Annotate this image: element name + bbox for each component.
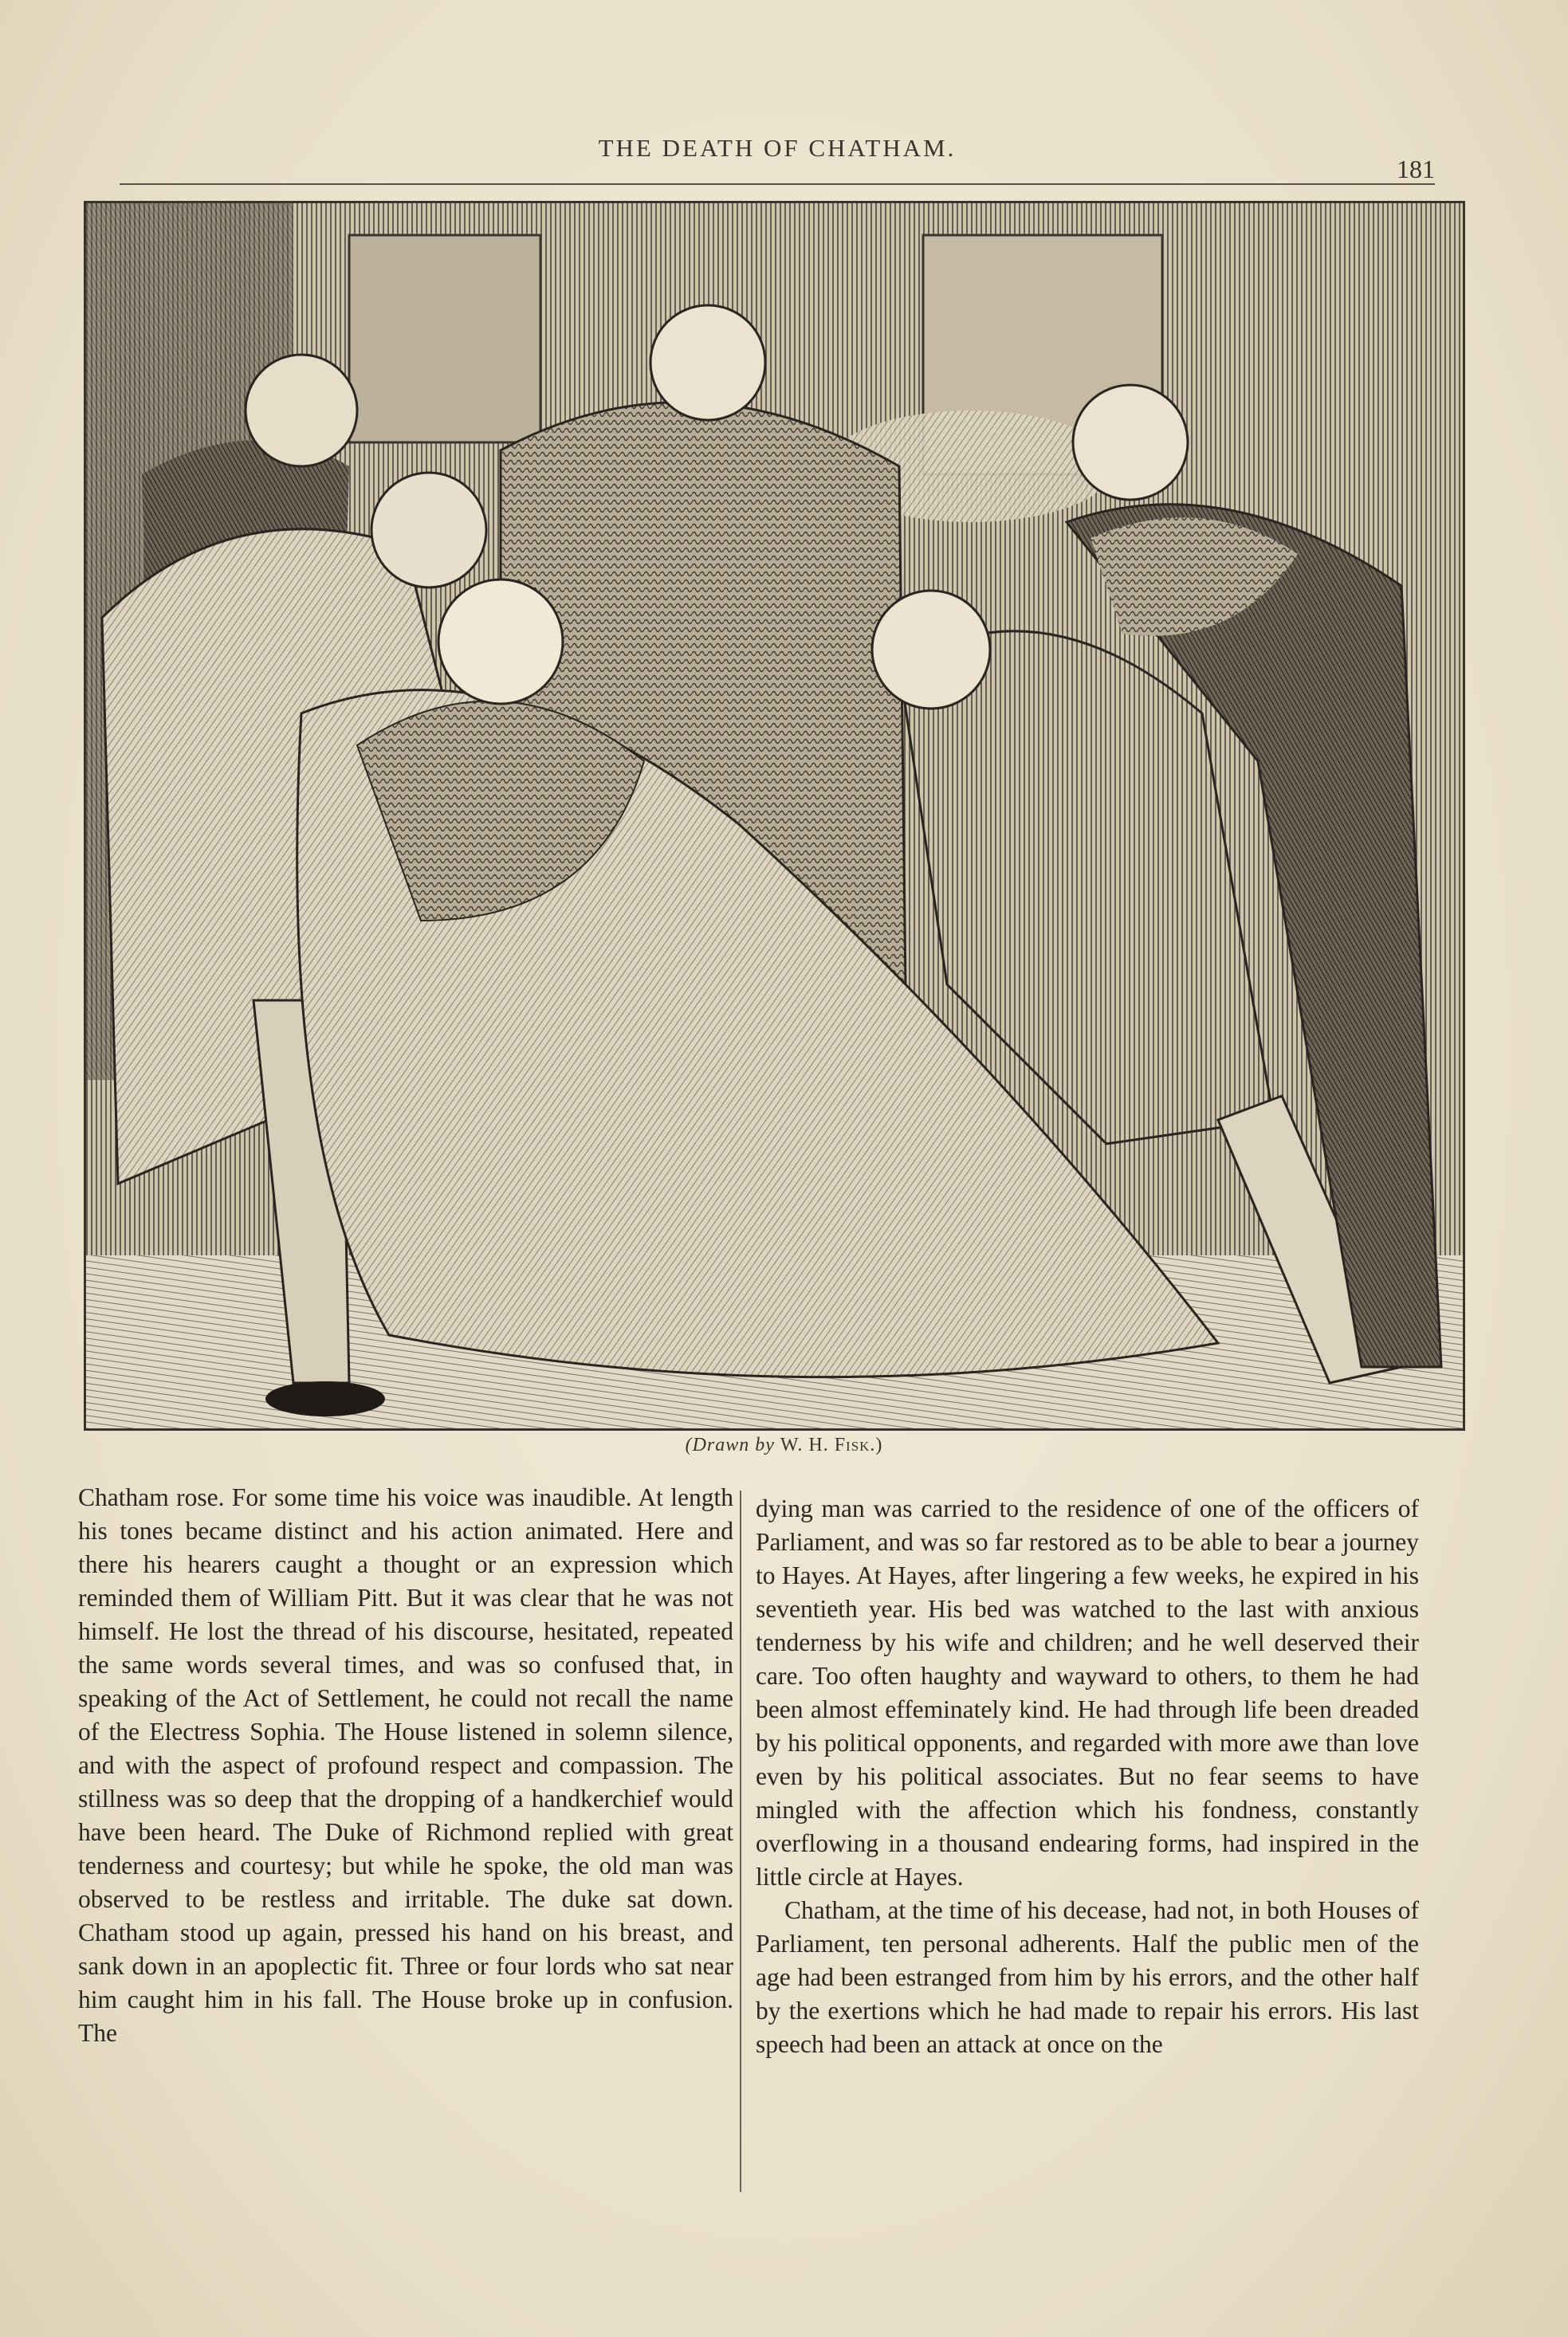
text-column-right — [756, 1492, 1419, 2061]
paragraph-left: Chatham rose. For some time his voice was inaudible. At length his tones became distinct and his action animated. Here and there his hearers caught a thought or an expression which reminded them of William Pitt. But it was clear that he was not himself. He lost the thread of his discourse, hesitated, repeated the same words several times, and was so confused that, in speaking of the Act of Settlement, he could not recall the name of the Electress Sophia. The House listened in solemn silence, and with the aspect of profound respect and compassion. The stillness was so deep that the dropping of a handkerchief would have been heard. The Duke of Richmond replied with great tenderness and courtesy; but while he spoke, the old man was observed to be restless and irritable. The duke sat down. Chatham stood up again, pressed his hand on his breast, and sank down in an apoplectic fit. Three or four lords who sat near him caught him in his fall. The House broke up in confusion. The — [78, 1483, 733, 2047]
engraving-scene — [86, 203, 1463, 1428]
caption-drawn-by: (Drawn by — [685, 1435, 775, 1455]
page-number: 181 — [1397, 155, 1435, 183]
engraving-illustration — [84, 201, 1465, 1431]
paragraph-right-2: Chatham, at the time of his decease, had not, in both Houses of Parliament, ten personal adherents. Half the public men of the age had been estranged from him by his errors, and the other half by the exertions which he had made to repair his errors. His last speech had been an attack at once on the — [756, 1896, 1419, 2058]
running-title: THE DEATH OF CHATHAM. — [598, 134, 957, 162]
paragraph-right-1: dying man was carried to the residence of one of the officers of Parliament, and was so far restored as to be able to bear a journey to Hayes. At Hayes, after lingering a few weeks, he expired in his seventieth year. His bed was watched to the last with anxious tenderness by his wife and children; and he well deserved their care. Too often haughty and wayward to others, to them he had been almost effeminately kind. He had through life been dreaded by his political opponents, and regarded with more awe than love even by his political associates. But no fear seems to have mingled with the affection which his fondness, constantly overflowing in a thousand endearing forms, had inspired in the little circle at Hayes. — [756, 1495, 1419, 1891]
running-head — [120, 134, 1435, 185]
illustration-caption — [0, 1435, 1568, 1456]
text-column-left — [78, 1481, 733, 2050]
column-divider — [740, 1491, 741, 2192]
caption-artist: W. H. Fisk.) — [780, 1435, 883, 1455]
